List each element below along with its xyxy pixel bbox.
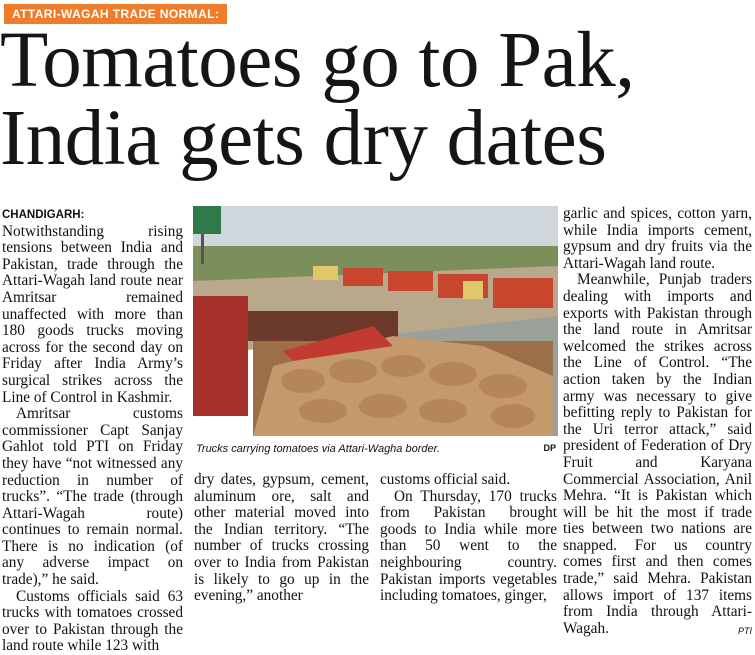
article-column-1 xyxy=(2,206,183,655)
closing-text: Meanwhile, Punjab traders dealing with imports and exports with Pakistan through the land route in Amritsar welcomed the strikes across the Line of Control. “The action taken by the Indian army was necessary to give befitting reply to Pakistan for the Uri terror attack,” said president of Federation of Dry Fruit and Karyana Commercial Association, Anil Mehra. “It is Pakistan which will be hit the most if trade ties between two nations are snapped. For us country comes first and then comes trade,” said Mehra. Pakistan allows import of 137 items from India through Attari-Wagah. xyxy=(563,271,752,637)
headline-line-2: India gets dry dates xyxy=(0,95,607,182)
headline xyxy=(0,17,755,182)
article-paragraph xyxy=(563,272,752,637)
article-paragraph: On Thursday, 170 trucks from Pakistan brought goods to India while more than 50 went to the neighbouring country. Pakistan imports vegetables including tomatoes, ginger, xyxy=(380,487,557,605)
caption-text: Trucks carrying tomatoes via Attari-Wagha border. xyxy=(196,443,440,455)
photo-credit: DP xyxy=(543,443,556,453)
article-paragraph: Amritsar customs commissioner Capt Sanjay Gahlot told PTI on Friday they have “not witnessed any reduction in number of trucks”. “The trade (through Attari-Wagah route) continues to remain normal. There is no indication (of any adverse impact on trade),” he said. xyxy=(2,405,183,589)
photo-caption xyxy=(193,440,558,458)
article-paragraph: garlic and spices, cotton yarn, while India imports cement, gypsum and dry fruits via the Attari-Wagah land route. xyxy=(563,205,752,272)
article-column-2 xyxy=(194,472,369,605)
lead-text: Notwithstanding rising tensions between India and Pakistan, trade through the Attari-Wagah land route near Amritsar remained unaffected with more than 180 goods trucks moving across for the second day on Friday after India Army’s surgical strikes across the Line of Control in Kashmir. xyxy=(2,222,183,406)
headline-line-1: Tomatoes go to Pak, xyxy=(0,17,635,104)
news-photo xyxy=(193,206,558,436)
article-column-4 xyxy=(563,206,752,639)
agency-credit: PTI xyxy=(737,625,752,636)
section-kicker: ATTARI-WAGAH TRADE NORMAL: xyxy=(4,4,227,24)
article-column-3 xyxy=(380,472,557,605)
article-paragraph xyxy=(2,206,183,406)
article-paragraph: Customs officials said 63 trucks with tomatoes crossed over to Pakistan through the land route while 123 with xyxy=(2,587,183,655)
dateline: CHANDIGARH: xyxy=(2,209,85,221)
article-paragraph: dry dates, gypsum, cement, aluminum ore, salt and other material moved into the Indian territory. “The number of trucks crossing over to India from Pakistan is likely to go up in the evening,” another xyxy=(194,471,369,605)
article-paragraph: customs official said. xyxy=(380,471,511,488)
trucks-photo-illustration xyxy=(193,206,558,436)
